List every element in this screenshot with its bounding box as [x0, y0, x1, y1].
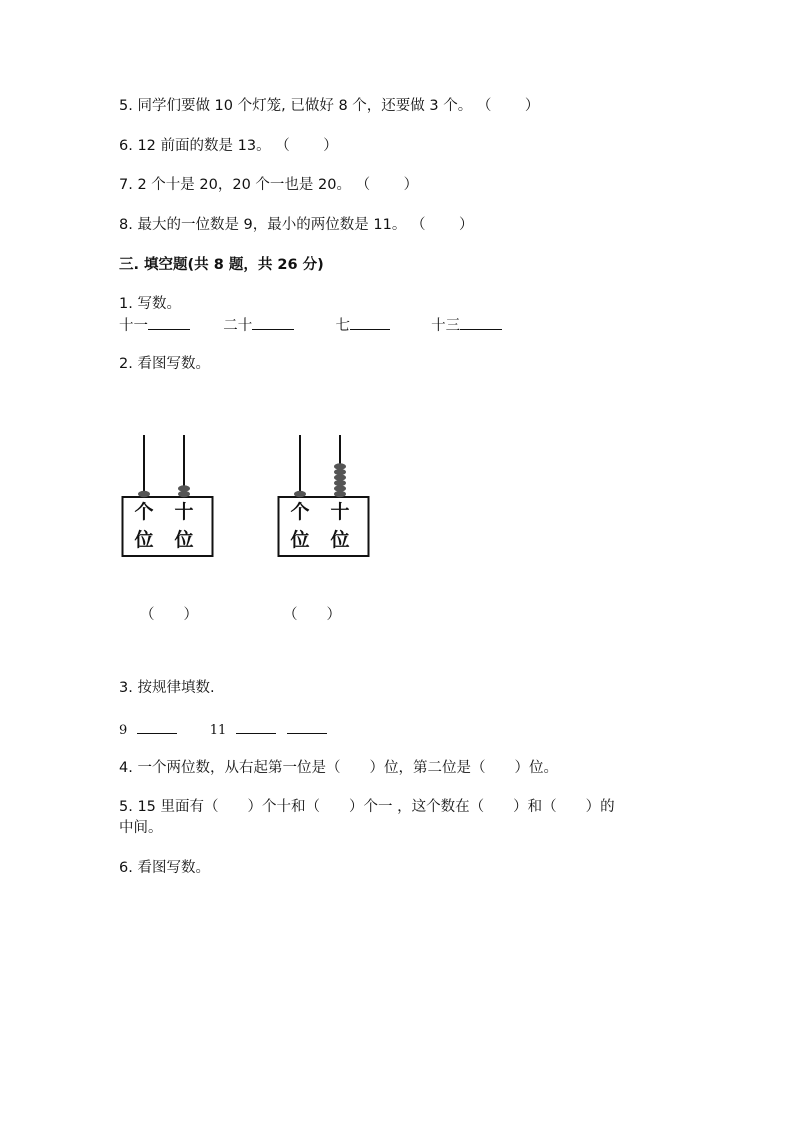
fill-q5-line2: 中间。: [119, 820, 163, 836]
fill-q3-text: 3. 按规律填数.: [119, 680, 215, 696]
answer-blank[interactable]: [460, 315, 502, 330]
fill-q4-text: 4. 一个两位数，从右起第一位是（ ）位，第二位是（ ）位。: [119, 760, 558, 776]
question-text: 7. 2 个十是 20，20 个一也是 20。: [119, 177, 351, 193]
answer-blank[interactable]: [252, 315, 294, 330]
answer-blank[interactable]: [148, 315, 190, 330]
answer-blank[interactable]: [137, 719, 177, 734]
abacus-2: [277, 433, 371, 559]
abacus-label-tens: 位: [174, 529, 194, 551]
answer-paren[interactable]: （ ）: [355, 177, 419, 193]
fill-q1-text: 1. 写数。: [119, 296, 181, 312]
seq-number: 9: [119, 723, 128, 738]
abacus-1-answer[interactable]: （ ）: [140, 607, 198, 623]
judgment-q5: [119, 96, 539, 116]
abacus-bead: [294, 491, 306, 497]
abacus-1: [121, 433, 215, 559]
answer-blank[interactable]: [287, 719, 327, 734]
abacus-bead: [334, 480, 346, 486]
abacus-label-ones: 个: [134, 501, 154, 523]
write-item: 十一: [119, 318, 148, 334]
abacus-label-ones: 位: [290, 529, 310, 551]
write-item: 二十: [223, 318, 253, 334]
write-item: 七: [335, 318, 350, 334]
answer-blank[interactable]: [350, 315, 390, 330]
question-text: 6. 12 前面的数是 13。: [119, 138, 271, 154]
abacus-label-tens: 位: [330, 529, 350, 551]
abacus-bead: [334, 474, 346, 480]
abacus-bead: [334, 463, 346, 469]
section-title: 三. 填空题(共 8 题，共 26 分): [119, 257, 324, 273]
abacus-label-ones: 个: [290, 501, 310, 523]
judgment-q6: [119, 136, 338, 156]
abacus-label-tens: 十: [330, 501, 350, 523]
abacus-label-ones: 位: [134, 529, 154, 551]
abacus-bead: [334, 485, 346, 491]
answer-paren[interactable]: （ ）: [476, 98, 540, 114]
fill-q5-line1: 5. 15 里面有（ ）个十和（ ）个一 ，这个数在（ ）和（ ）的: [119, 799, 615, 815]
seq-number: 11: [209, 723, 227, 738]
write-item: 十三: [431, 318, 461, 334]
abacus-2-answer[interactable]: （ ）: [283, 607, 341, 623]
answer-paren[interactable]: （ ）: [275, 138, 338, 154]
answer-paren[interactable]: （ ）: [410, 217, 474, 233]
fill-q3-sequence: [119, 719, 327, 741]
fill-q2-text: 2. 看图写数。: [119, 356, 210, 372]
judgment-q7: [119, 175, 418, 195]
fill-q6-text: 6. 看图写数。: [119, 860, 210, 876]
abacus-bead: [138, 491, 150, 497]
abacus-bead: [178, 485, 190, 491]
abacus-label-tens: 十: [174, 501, 194, 523]
abacus-bead: [334, 491, 346, 497]
abacus-bead: [334, 469, 346, 475]
fill-q1-items: [119, 315, 502, 336]
judgment-q8: [119, 215, 474, 235]
answer-blank[interactable]: [236, 719, 276, 734]
question-text: 8. 最大的一位数是 9，最小的两位数是 11。: [119, 217, 407, 233]
abacus-bead: [178, 491, 190, 497]
question-text: 5. 同学们要做 10 个灯笼, 已做好 8 个，还要做 3 个。: [119, 98, 473, 114]
